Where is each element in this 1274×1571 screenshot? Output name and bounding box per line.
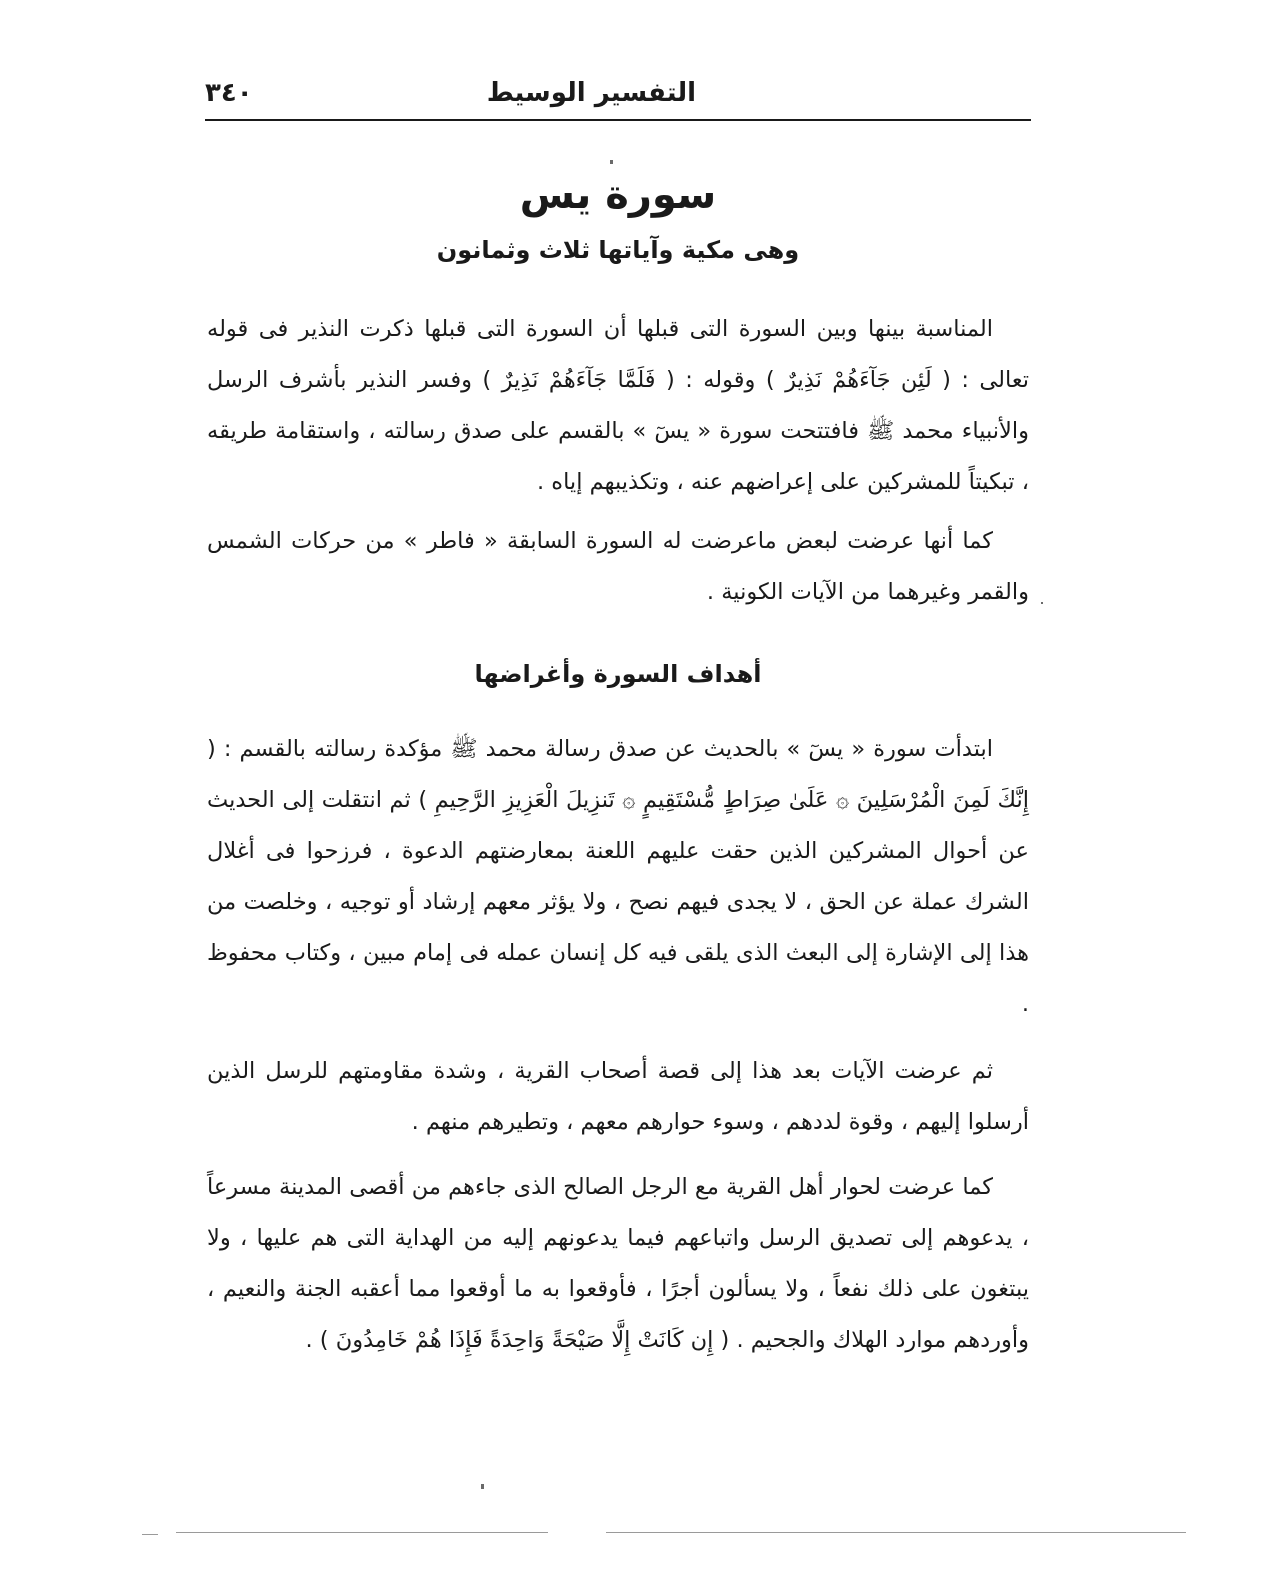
intro-paragraph-1 <box>207 304 1029 508</box>
header-rule <box>205 119 1031 121</box>
intro-paragraph-2 <box>207 516 1029 618</box>
section-heading: أهداف السورة وأغراضها <box>474 660 762 688</box>
scan-speck <box>481 1484 484 1489</box>
section-paragraph-2 <box>207 1046 1029 1148</box>
page-number: ٣٤٠ <box>205 78 253 108</box>
header-title: التفسير الوسيط <box>486 78 696 108</box>
section-paragraph-1 <box>207 724 1029 1030</box>
section-p3-text: كما عرضت لحوار أهل القرية مع الرجل الصالح الذى جاءهم من أقصى المدينة مسرعاً ، يدعوهم إلى تصديق الرسل واتباعهم فيما يدعونهم إليه من الهداية التى هم عليها ، ولا يبتغون على ذلك نفعاً ، ولا يسألون أجرًا ، فأوقعوا به ما أوقعوا مما أعقبه الجنة والنعيم ، وأوردهم موارد الهلاك والجحيم . ( إِن كَانَتْ إِلَّا صَيْحَةً وَاحِدَةً فَإِذَا هُمْ خَامِدُونَ ) . <box>207 1174 1029 1353</box>
intro-p1-text: المناسبة بينها وبين السورة التى قبلها أن السورة التى قبلها ذكرت النذير فى قوله تعالى : ( لَئِن جَآءَهُمْ نَذِيرٌ ) وقوله : ( فَلَمَّا جَآءَهُمْ نَذِيرٌ ) وفسر النذير بأشرف الرسل والأنبياء محمد ﷺ فافتتحت سورة « يسٓ » بالقسم على صدق رسالته ، واستقامة طريقه ، تبكيتاً للمشركين على إعراضهم عنه ، وتكذيبهم إياه . <box>207 316 1029 495</box>
scan-speck <box>1041 602 1043 604</box>
scan-edge-line <box>176 1532 548 1533</box>
intro-p2-text: كما أنها عرضت لبعض ماعرضت له السورة السابقة « فاطر » من حركات الشمس والقمر وغيرهما من الآيات الكونية . <box>207 528 1029 605</box>
running-header <box>205 78 1031 118</box>
surah-subtitle: وهى مكية وآياتها ثلاث وثمانون <box>436 236 800 264</box>
section-paragraph-3 <box>207 1162 1029 1366</box>
scan-edge-line <box>142 1534 158 1535</box>
section-p2-text: ثم عرضت الآيات بعد هذا إلى قصة أصحاب القرية ، وشدة مقاومتهم للرسل الذين أرسلوا إليهم ، وقوة لددهم ، وسوء حوارهم معهم ، وتطيرهم منهم . <box>207 1058 1029 1135</box>
scan-speck <box>610 160 613 164</box>
section-p1-text: ابتدأت سورة « يسٓ » بالحديث عن صدق رسالة محمد ﷺ مؤكدة رسالته بالقسم : ( إِنَّكَ لَمِنَ الْمُرْسَلِينَ ۞ عَلَىٰ صِرَاطٍ مُّسْتَقِيمٍ ۞ تَنزِيلَ الْعَزِيزِ الرَّحِيمِ ) ثم انتقلت إلى الحديث عن أحوال المشركين الذين حقت عليهم اللعنة بمعارضتهم الدعوة ، فرزحوا فى أغلال الشرك عملة عن الحق ، لا يجدى فيهم نصح ، ولا يؤثر معهم إرشاد أو توجيه ، وخلصت من هذا إلى الإشارة إلى البعث الذى يلقى فيه كل إنسان عمله فى إمام مبين ، وكتاب محفوظ . <box>207 736 1029 1017</box>
scan-edge-line <box>606 1532 1186 1533</box>
surah-title: سورة يس <box>519 172 717 218</box>
